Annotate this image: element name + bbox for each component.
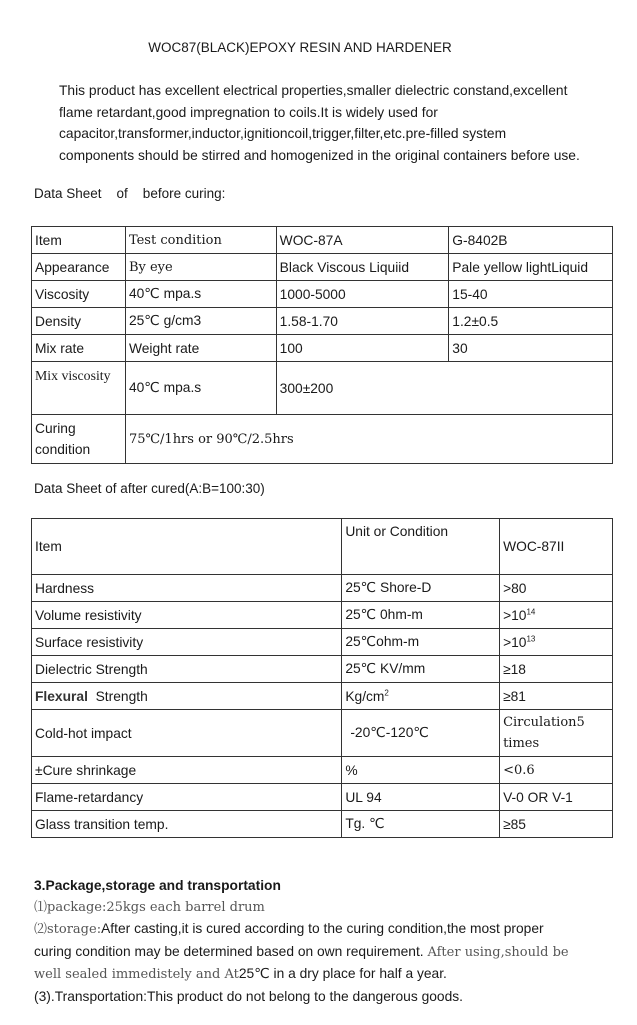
table-cell: 1.58-1.70	[276, 308, 449, 335]
table-cell: 25℃ g/cm3	[125, 308, 276, 335]
storage-text: After casting,it is cured according to the curing condition,the most proper	[101, 921, 544, 936]
table-cell: Dielectric Strength	[32, 656, 342, 683]
package-line: ⑴package:25kgs each barrel drum	[34, 899, 265, 915]
table-cell: ≥18	[500, 656, 613, 683]
table-cell: Unit or Condition	[342, 519, 500, 575]
table-cell: Surface resistivity	[32, 629, 342, 656]
table-cell: 1.2±0.5	[449, 308, 613, 335]
table-cell: UL 94	[342, 784, 500, 811]
table-cell	[500, 629, 613, 656]
table-cell: Cold-hot impact	[32, 710, 342, 757]
storage-line	[34, 941, 624, 964]
transport-line: (3).Transportation:This product do not belong to the dangerous goods.	[34, 988, 463, 1004]
table-header-row	[32, 519, 613, 575]
table-cell: WOC-87A	[276, 227, 449, 254]
table-row	[32, 629, 613, 656]
table-cell: By eye	[125, 254, 276, 281]
table-cell: Black Viscous Liquiid	[276, 254, 449, 281]
intro-line: components should be stirred and homogenized in the original containers before use.	[59, 147, 580, 163]
table-cell: 25℃ohm-m	[342, 629, 500, 656]
table-cell: Flame-retardancy	[32, 784, 342, 811]
table-row	[32, 415, 613, 464]
table-cell: V-0 OR V-1	[500, 784, 613, 811]
table-cell: 15-40	[449, 281, 613, 308]
table-cell: 40℃ mpa.s	[125, 281, 276, 308]
table-cell: 100	[276, 335, 449, 362]
table-cell: Density	[32, 308, 126, 335]
table-cell: G-8402B	[449, 227, 613, 254]
exponent: 13	[526, 633, 536, 643]
table-row	[32, 362, 613, 415]
table-cell: 25℃ KV/mm	[342, 656, 500, 683]
exponent: 2	[384, 687, 389, 697]
table-cell: >80	[500, 575, 613, 602]
table-cell: 30	[449, 335, 613, 362]
storage-line	[34, 963, 624, 986]
table-cell: Pale yellow lightLiquid	[449, 254, 613, 281]
table-row	[32, 254, 613, 281]
table-row	[32, 281, 613, 308]
table-row	[32, 757, 613, 784]
table-cell: 300±200	[276, 362, 612, 415]
table-cell: Mix rate	[32, 335, 126, 362]
table-cell: Volume resistivity	[32, 602, 342, 629]
table-row	[32, 656, 613, 683]
exponent: 14	[526, 606, 536, 616]
table-row	[32, 710, 613, 757]
table-cell: Appearance	[32, 254, 126, 281]
table-row	[32, 784, 613, 811]
table-cell: 25℃ 0hm-m	[342, 602, 500, 629]
table-cell: Test condition	[125, 227, 276, 254]
table-cell: %	[342, 757, 500, 784]
table-cell: <0.6	[500, 757, 613, 784]
table-cell	[342, 683, 500, 710]
table-row	[32, 811, 613, 838]
storage-text-serif: After using,should be	[427, 944, 569, 960]
table-cell: Weight rate	[125, 335, 276, 362]
table-cell: WOC-87II	[500, 519, 613, 575]
before-curing-table	[31, 226, 613, 464]
table-row	[32, 335, 613, 362]
table-cell: 75℃/1hrs or 90℃/2.5hrs	[125, 415, 612, 464]
after-cured-caption: Data Sheet of after cured(A:B=100:30)	[34, 481, 265, 496]
intro-line: capacitor,transformer,inductor,ignitioncoil,trigger,filter,etc.pre-filled system	[59, 126, 507, 141]
table-cell: Circulation5 times	[500, 710, 613, 757]
table-cell: 40℃ mpa.s	[125, 362, 276, 415]
table-header-row	[32, 227, 613, 254]
table-cell: Item	[32, 227, 126, 254]
storage-label: ⑵storage:	[34, 922, 102, 937]
intro-line: This product has excellent electrical properties,smaller dielectric constand,excellent	[59, 83, 568, 98]
after-cured-table	[31, 518, 613, 838]
table-cell	[500, 602, 613, 629]
storage-text-serif: well sealed immedistely and At	[34, 967, 239, 982]
table-cell	[32, 683, 342, 710]
table-cell: Item	[32, 519, 342, 575]
table-cell: 1000-5000	[276, 281, 449, 308]
table-cell: ≥85	[500, 811, 613, 838]
table-cell: Hardness	[32, 575, 342, 602]
table-row	[32, 602, 613, 629]
package-section	[34, 875, 624, 1007]
cell-value: Kg/cm	[345, 688, 385, 704]
table-cell: Viscosity	[32, 281, 126, 308]
intro-paragraph	[59, 80, 619, 166]
table-cell: 25℃ Shore-D	[342, 575, 500, 602]
storage-line	[34, 918, 624, 941]
cell-value: >10	[503, 634, 527, 650]
table-row	[32, 575, 613, 602]
table-row	[32, 308, 613, 335]
cell-value: >10	[503, 607, 527, 623]
table-cell: Tg. ℃	[342, 811, 500, 838]
table-cell: Mix viscosity	[32, 362, 126, 415]
table-cell: ±Cure shrinkage	[32, 757, 342, 784]
section-heading: 3.Package,storage and transportation	[34, 878, 281, 893]
table-cell: ≥81	[500, 683, 613, 710]
table-row	[32, 683, 613, 710]
strength-label: Strength	[95, 688, 148, 704]
table-cell: Glass transition temp.	[32, 811, 342, 838]
flexural-label: Flexural	[35, 688, 88, 704]
before-curing-caption: Data Sheet of before curing:	[34, 186, 226, 201]
storage-text: 25℃ in a dry place for half a year.	[238, 966, 447, 981]
document-title: WOC87(BLACK)EPOXY RESIN AND HARDENER	[148, 40, 452, 55]
storage-text: curing condition may be determined based on own requirement.	[34, 943, 428, 959]
intro-line: flame retardant,good impregnation to coils.It is widely used for	[59, 104, 438, 120]
table-cell: -20℃-120℃	[342, 710, 500, 757]
table-cell: Curing condition	[32, 415, 126, 464]
